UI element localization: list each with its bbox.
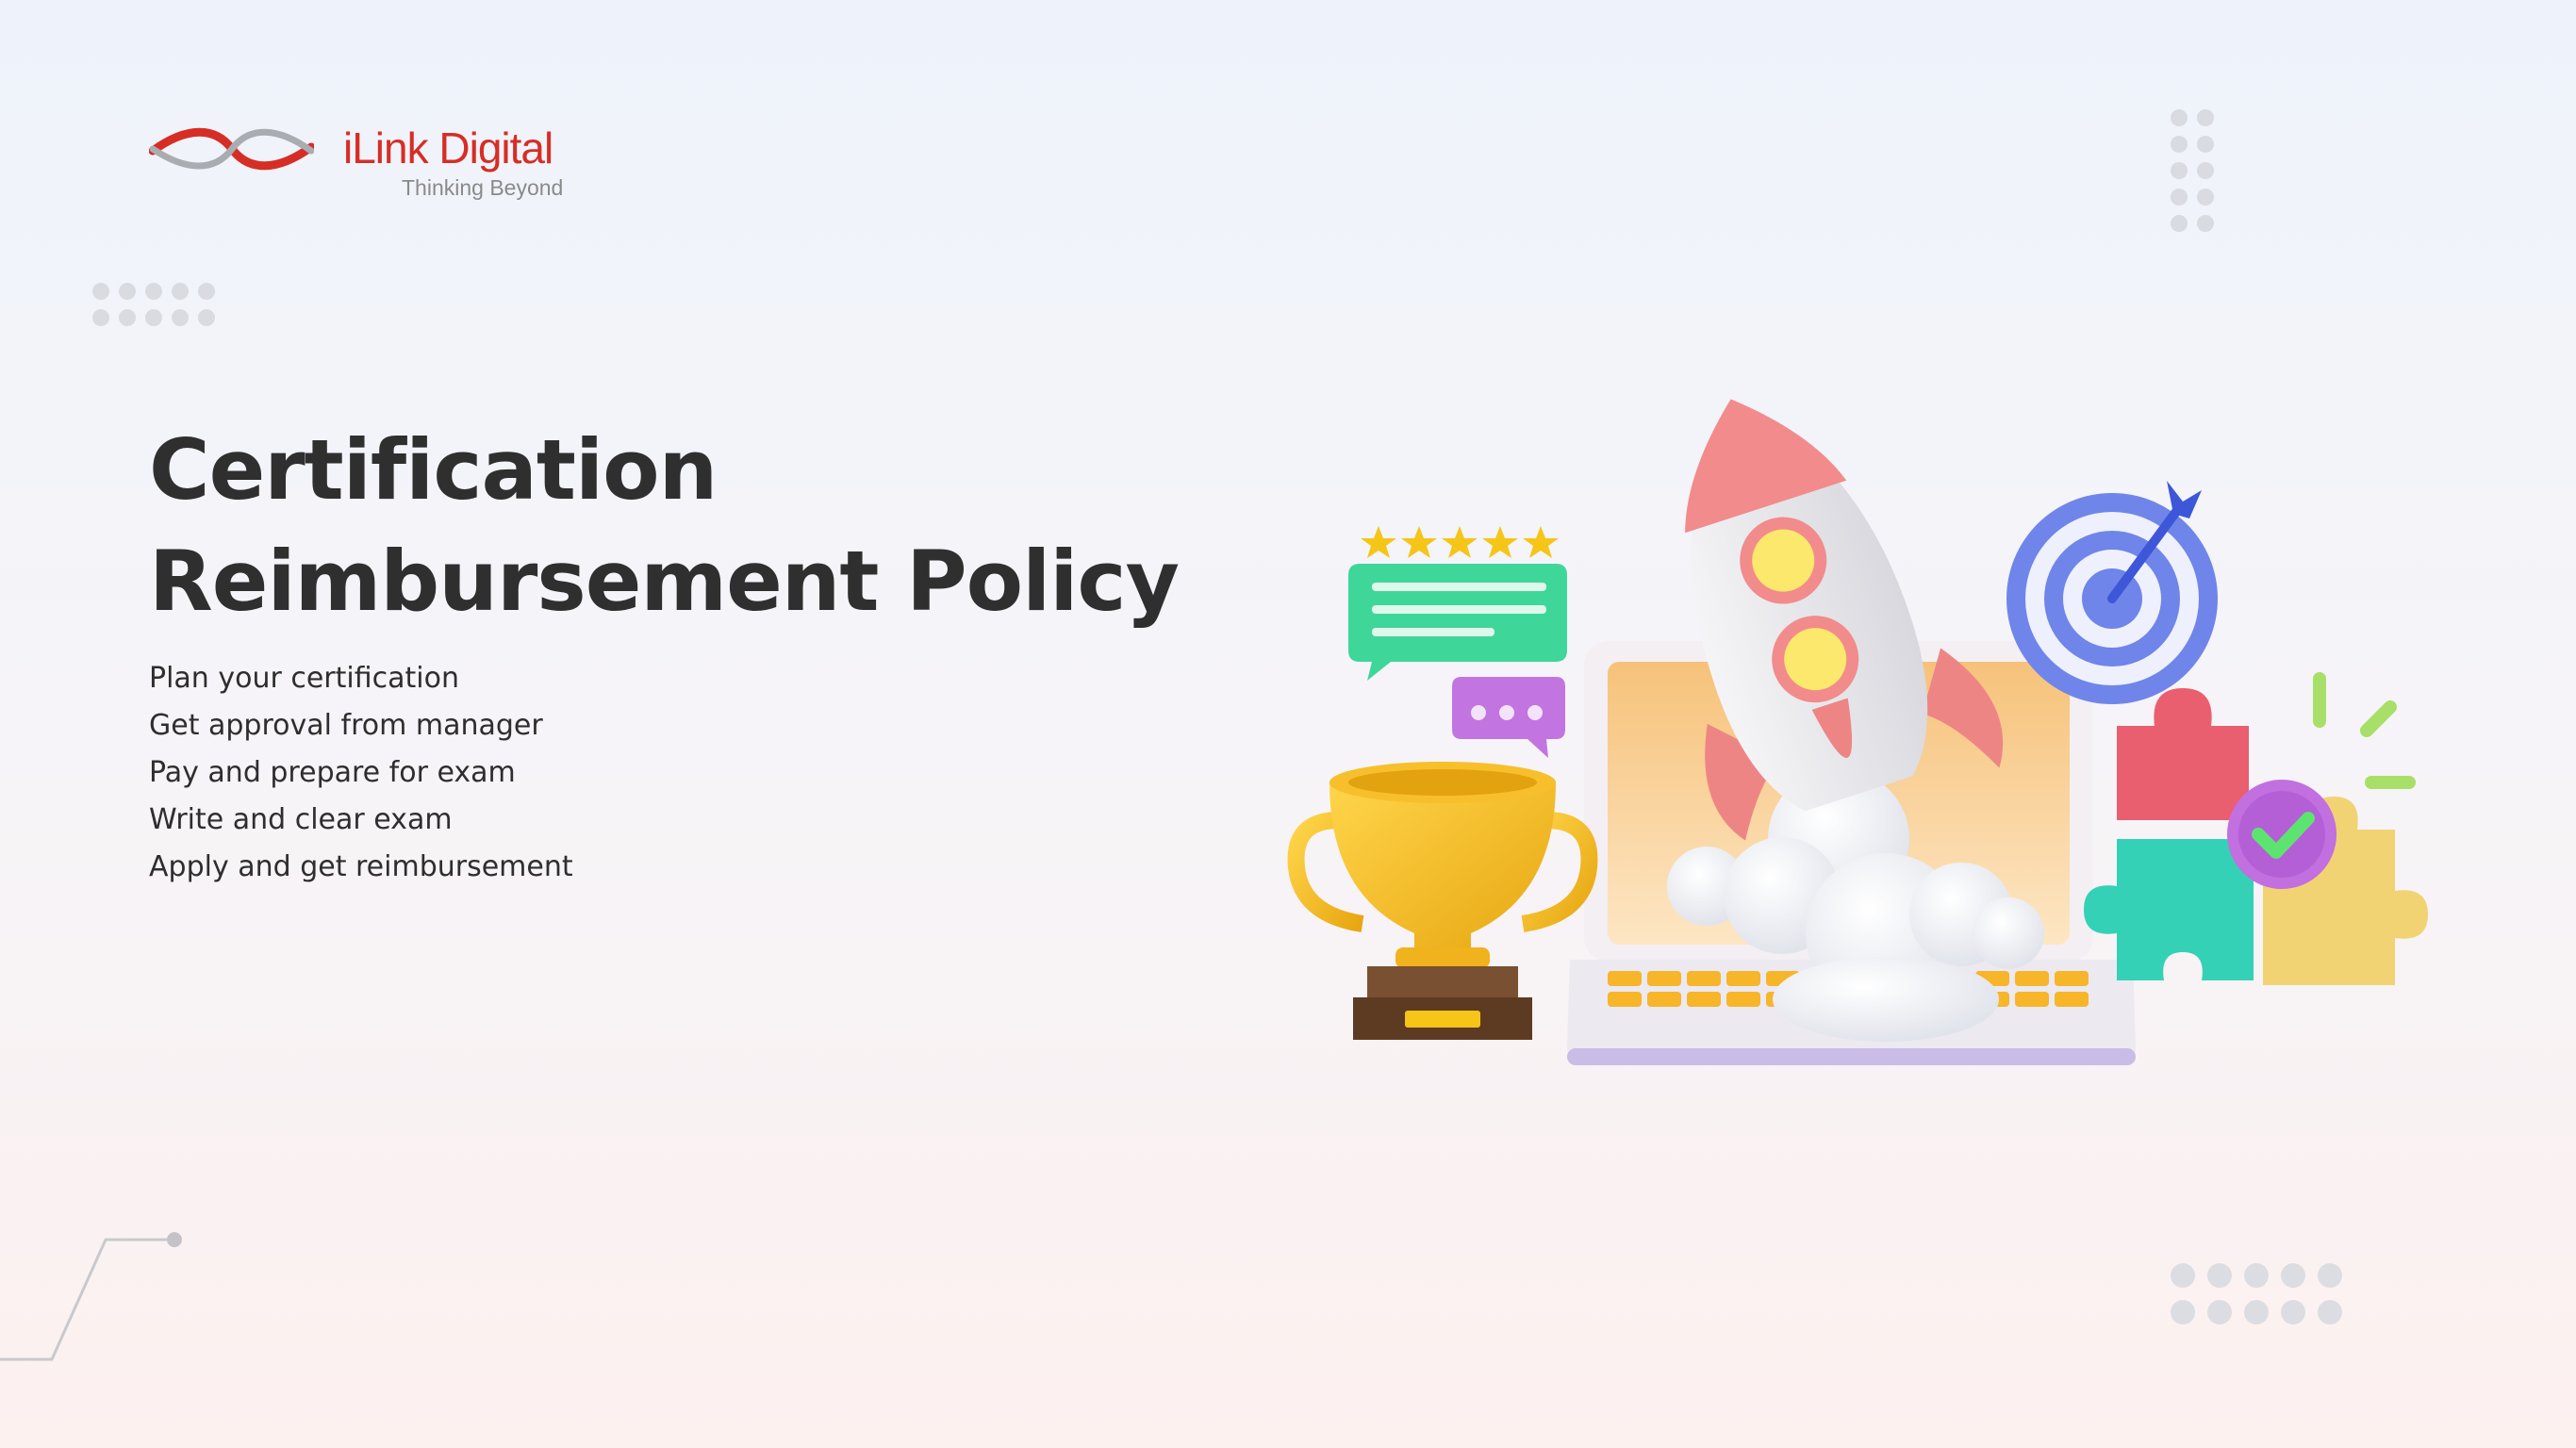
decorative-line bbox=[0, 1226, 189, 1367]
list-item: Apply and get reimbursement bbox=[149, 850, 573, 883]
list-item: Get approval from manager bbox=[149, 709, 543, 742]
decorative-dots-top-left bbox=[92, 283, 215, 326]
sparkle-icon bbox=[2320, 679, 2409, 782]
hero-illustration bbox=[1273, 368, 2470, 1084]
trophy-icon bbox=[1296, 762, 1590, 1040]
title-line-2: Reimbursement Policy bbox=[149, 533, 1179, 630]
brand-tagline: Thinking Beyond bbox=[402, 175, 564, 200]
decorative-dots-top-right bbox=[2171, 109, 2214, 232]
page-title bbox=[149, 415, 1280, 637]
target-icon bbox=[2006, 481, 2218, 704]
list-item: Write and clear exam bbox=[149, 803, 453, 836]
brand-logo bbox=[149, 121, 564, 206]
list-item: Plan your certification bbox=[149, 662, 459, 695]
ilink-logo-icon bbox=[149, 121, 314, 177]
brand-name: iLink Digital bbox=[343, 123, 553, 173]
decorative-dots-bottom-right bbox=[2171, 1263, 2342, 1325]
review-card-icon bbox=[1348, 526, 1567, 681]
list-item: Pay and prepare for exam bbox=[149, 756, 516, 789]
chat-bubble-icon bbox=[1452, 677, 1565, 758]
title-line-1: Certification bbox=[149, 421, 718, 518]
puzzle-icon bbox=[2084, 688, 2428, 985]
policy-steps-list bbox=[149, 655, 573, 891]
